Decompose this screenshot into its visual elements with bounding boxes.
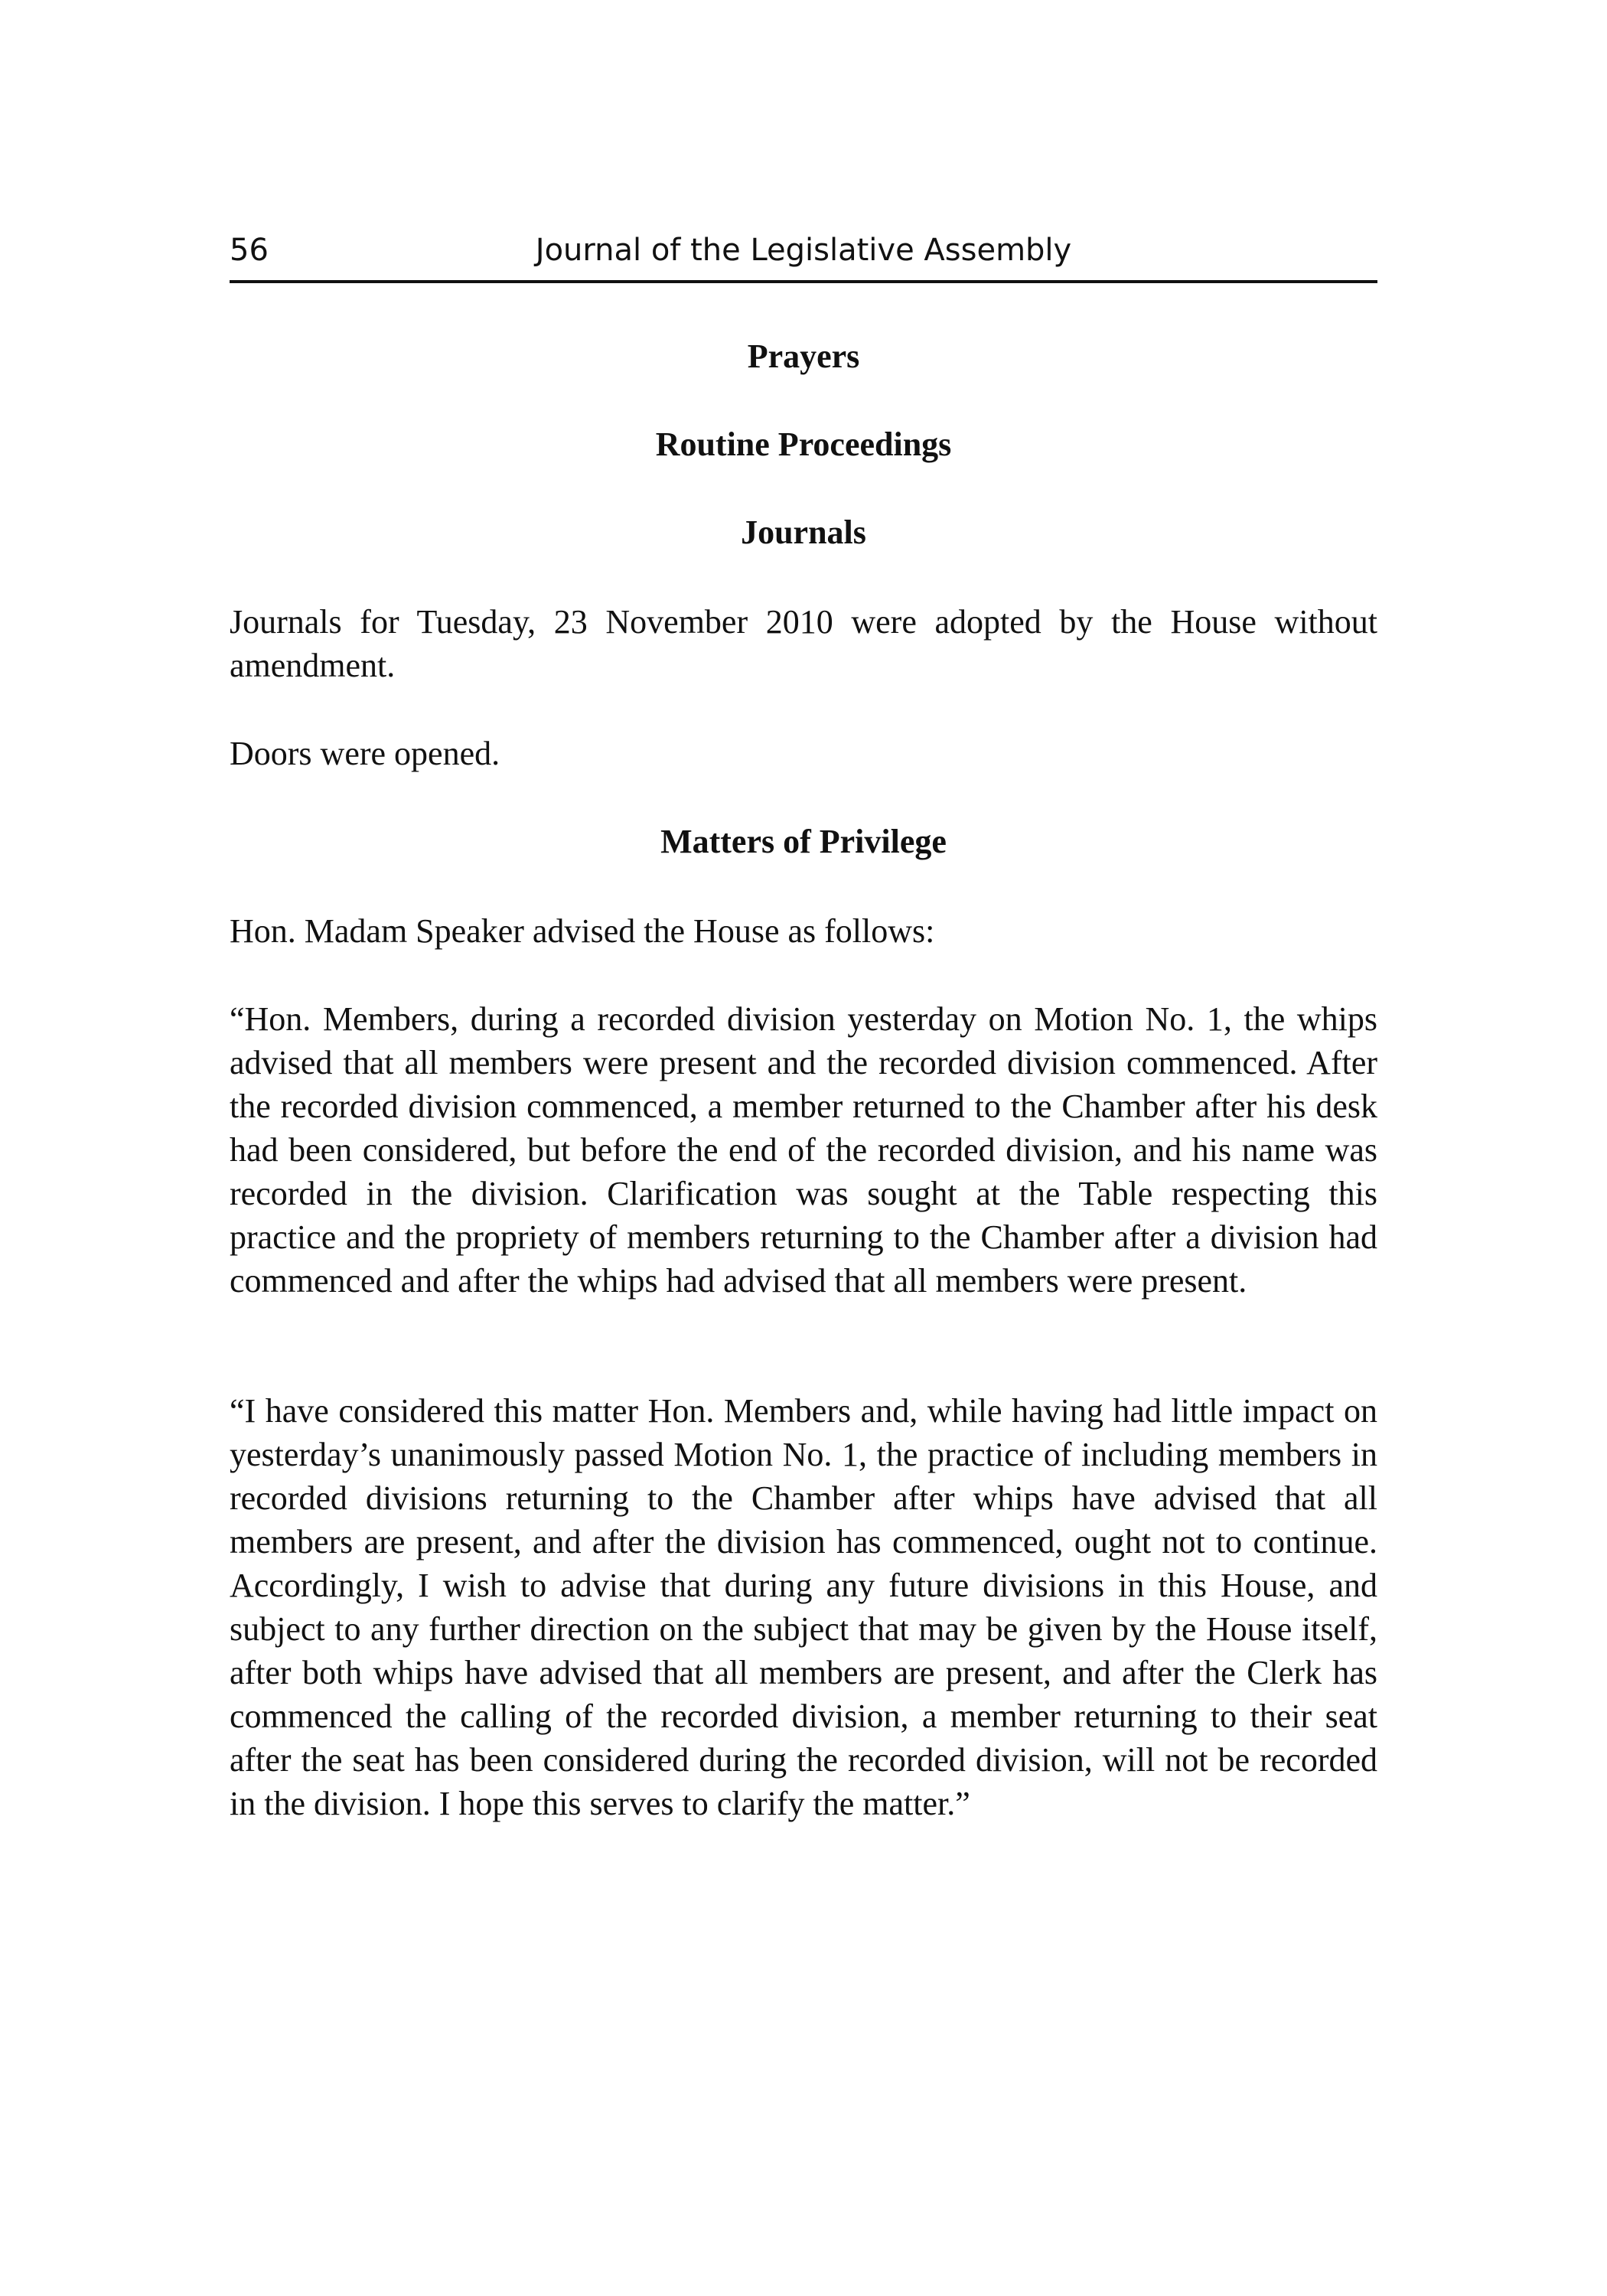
paragraph-doors-opened: Doors were opened. (230, 735, 500, 772)
heading-journals: Journals (741, 514, 866, 551)
running-title: Journal of the Legislative Assembly (535, 233, 1072, 268)
journal-page (230, 0, 1377, 2296)
paragraph-quote-division-clarification: “Hon. Members, during a recorded division yesterday on Motion No. 1, the whips advised that all members were present and the recorded division commenced. After the recorded division commenced, a member returned to the Chamber after his desk had been considered, but before the end of the recorded division, and his name was recorded in the division. Clarification was sought at the Table respecting this practice and the propriety of members returning to the Chamber after a division had commenced and after the whips had advised that all members were present. (230, 1000, 1377, 1300)
heading-prayers: Prayers (747, 338, 860, 375)
running-header (230, 227, 1377, 283)
heading-matters-of-privilege: Matters of Privilege (660, 823, 947, 860)
paragraph-speaker-advised: Hon. Madam Speaker advised the House as follows: (230, 912, 935, 950)
page-number: 56 (230, 233, 269, 268)
paragraph-quote-speaker-ruling: “I have considered this matter Hon. Members and, while having had little impact on yesterday’s unanimously passed Motion No. 1, the practice of including members in recorded divisions returning to the Chamber after whips have advised that all members are present, and after the division has commenced, ought not to continue. Accordingly, I wish to advise that during any future divisions in this House, and subject to any further direction on the subject that may be given by the House itself, after both whips have advised that all members are present, and after the Clerk has commenced the calling of the recorded division, a member returning to their seat after the seat has been considered during the recorded division, will not be recorded in the division. I hope this serves to clarify the matter.” (230, 1392, 1377, 1822)
paragraph-journals-adopted: Journals for Tuesday, 23 November 2010 were adopted by the House without amendment. (230, 603, 1377, 684)
heading-routine-proceedings: Routine Proceedings (655, 426, 952, 463)
